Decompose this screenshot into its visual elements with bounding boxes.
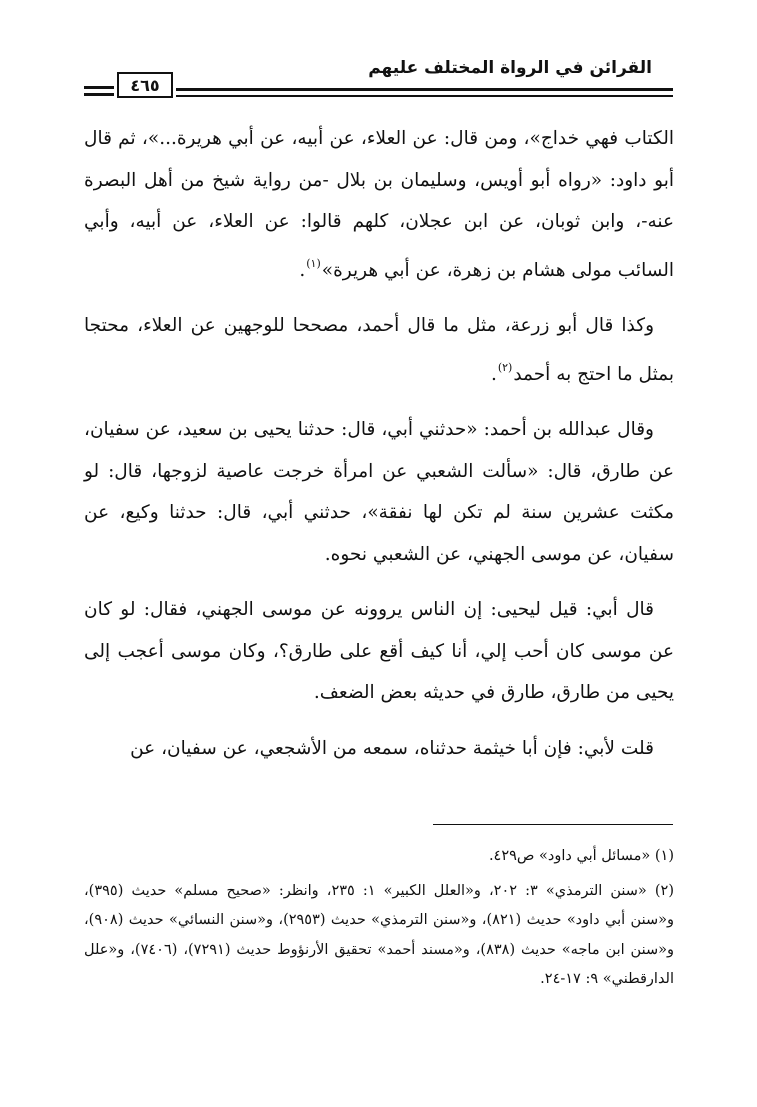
paragraph: وكذا قال أبو زرعة، مثل ما قال أحمد، مصححا للوجهين عن العلاء، محتجا بمثل ما احتج به أحمد$^{(٢)}$. (84, 315, 674, 385)
footnote-ref[interactable]: (٢) (497, 360, 513, 374)
page-number: ٤٦٥ (117, 72, 173, 98)
paragraph: الكتاب فهي خداج»، ومن قال: عن العلاء، عن أبيه، عن أبي هريرة...»، ثم قال أبو داود: «رواه أبو أويس، وسليمان بن بلال -من رواية شيخ من أهل البصرة عنه-، وابن ثوبان، عن ابن عجلان، كلهم قالوا: عن العلاء، عن أبيه، وأبي السائب مولى هشام بن زهرة، عن أبي هريرة»$^{(١)}$. (84, 128, 674, 281)
footnote-item: (١) «مسائل أبي داود» ص٤٢٩. (488, 848, 674, 864)
running-title: القرائن في الرواة المختلف عليهم (368, 58, 652, 78)
footnote-item: (٢) «سنن الترمذي» ٣: ٢٠٢، و«العلل الكبير» ١: ٢٣٥، وانظر: «صحيح مسلم» حديث (٣٩٥)، و«سنن أبي داود» حديث (٨٢١)، و«سنن الترمذي» حديث (٢٩٥٣)، و«سنن النسائي» حديث (٩٠٨)، و«سنن ابن ماجه» حديث (٨٣٨)، و«مسند أحمد» تحقيق الأرنؤوط حديث (٧٢٩١)، (٧٤٠٦)، و«علل الدارقطني» ٩: ١٧-٢٤. (84, 882, 675, 987)
header-rule-left-bottom (84, 93, 114, 96)
footnote-separator (433, 824, 673, 825)
paragraph: قال أبي: قيل ليحيى: إن الناس يروونه عن موسى الجهني، فقال: لو كان عن موسى كان أحب إلي، أنا كيف أقع على طارق؟، وكان موسى أعجب إلى يحيى من طارق، طارق في حديثه بعض الضعف. (84, 599, 674, 703)
header-rule-left-top (84, 86, 114, 89)
header-rule-top (176, 88, 673, 91)
footnotes (84, 842, 674, 1000)
footnote-ref[interactable]: (١) (306, 256, 321, 270)
paragraph: وقال عبدالله بن أحمد: «حدثني أبي، قال: حدثنا يحيى بن سعيد، عن سفيان، عن طارق، قال: «سألت الشعبي عن امرأة خرجت عاصية لزوجها، قال: لو مكثت عشرين سنة لم تكن لها نفقة»، حدثني أبي، قال: حدثنا وكيع، عن سفيان، عن موسى الجهني، عن الشعبي نحوه. (84, 419, 674, 565)
main-text (84, 118, 674, 783)
paragraph: قلت لأبي: فإن أبا خيثمة حدثناه، سمعه من الأشجعي، عن سفيان، عن (130, 737, 654, 759)
header-rule-bottom (176, 95, 673, 97)
